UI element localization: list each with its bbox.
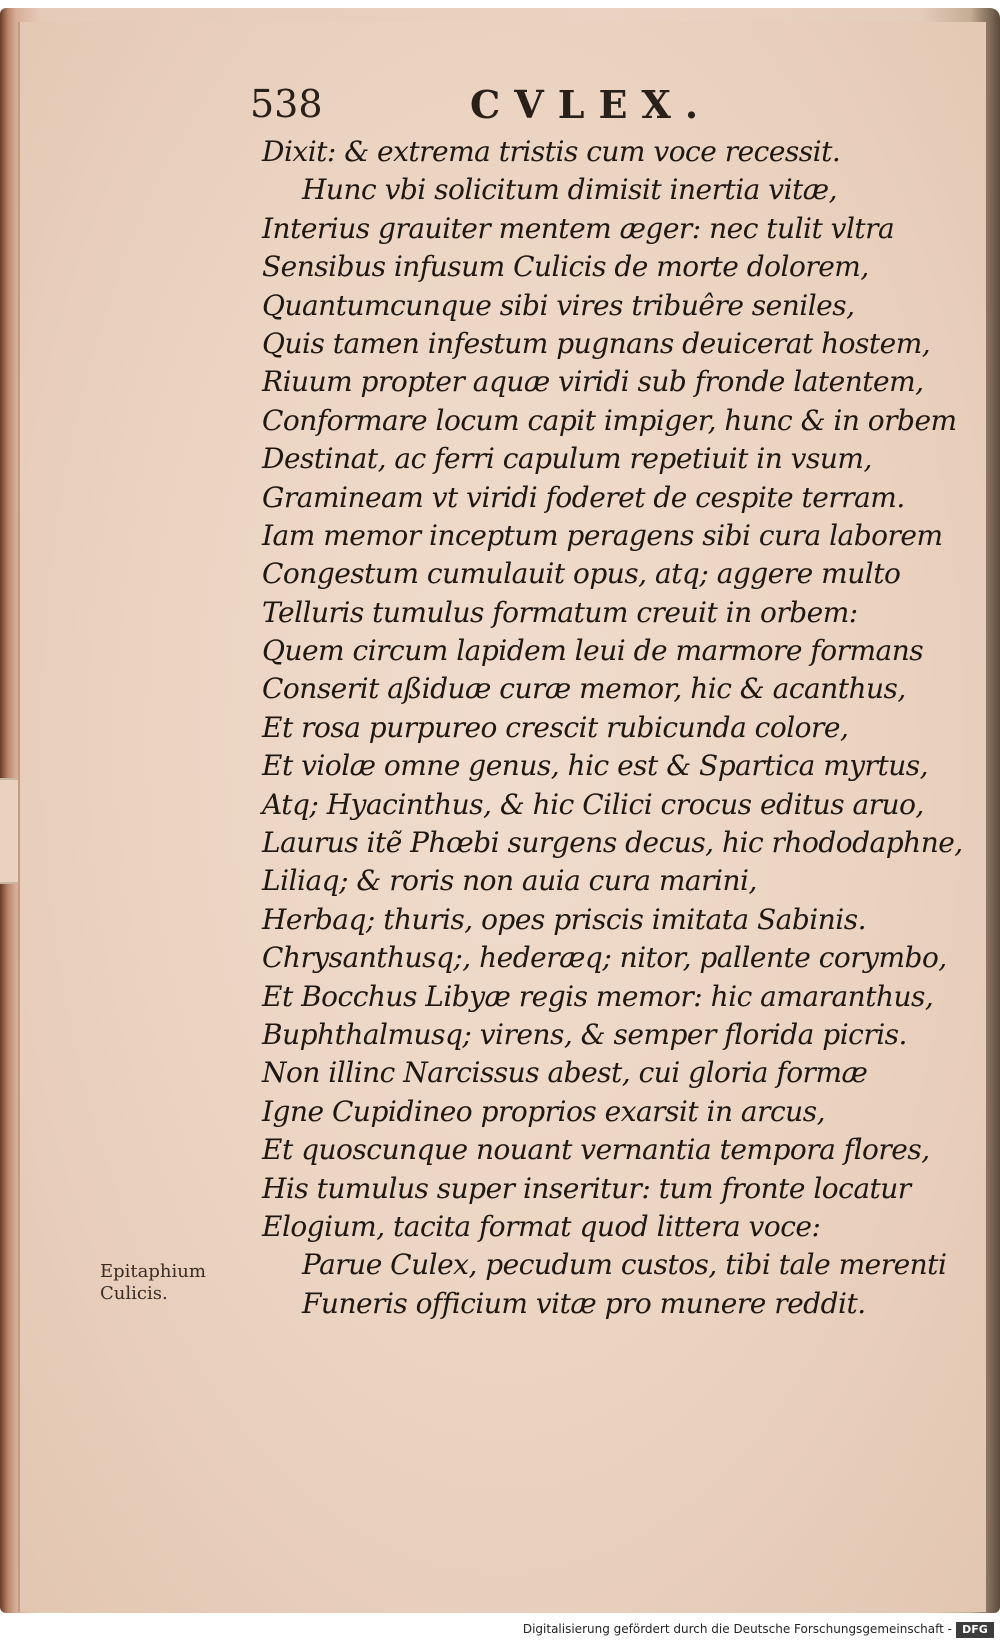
verse-line: Quem circum lapidem leui de marmore formans (262, 634, 924, 668)
verse-line: Hunc vbi solicitum dimisit inertia vitæ, (302, 173, 838, 207)
verse-line: Buphthalmusq; virens, & semper florida picris. (262, 1017, 907, 1051)
verse-line: Chrysanthusq;, hederæq; nitor, pallente corymbo, (262, 941, 947, 975)
verse-line: Et quoscunque nouant vernantia tempora flores, (262, 1133, 930, 1167)
verse-line: Conserit aßiduæ curæ memor, hic & acanthus, (262, 672, 906, 706)
verse-line: Gramineam vt viridi foderet de cespite terram. (262, 480, 905, 514)
page-number: 538 (250, 82, 323, 126)
verse-line: Interius grauiter mentem æger: nec tulit vltra (262, 211, 895, 245)
verse-line: Elogium, tacita format quod littera voce: (262, 1209, 821, 1243)
verse-line: His tumulus super inseritur: tum fronte locatur (262, 1171, 911, 1205)
verse-line: Riuum propter aquæ viridi sub fronde latentem, (262, 365, 924, 399)
verse-line: Liliaq; & roris non auia cura marini, (262, 864, 757, 898)
margin-note (100, 1261, 250, 1305)
verse-line: Igne Cupidineo proprios exarsit in arcus, (262, 1094, 825, 1128)
verse-line: Et Bocchus Libyæ regis memor: hic amaranthus, (262, 979, 934, 1013)
verse-line: Herbaq; thuris, opes priscis imitata Sabinis. (262, 902, 866, 936)
verse-line: Et rosa purpureo crescit rubicunda colore, (262, 710, 849, 744)
verse-line: Et violæ omne genus, hic est & Spartica myrtus, (262, 749, 928, 783)
verse-line: Quis tamen infestum pugnans deuicerat hostem, (262, 326, 931, 360)
verse-line: Iam memor inceptum peragens sibi cura laborem (262, 518, 943, 552)
dfg-logo: DFG (956, 1622, 994, 1638)
verse-line: Conformare locum capit impiger, hunc & in orbem (262, 403, 957, 437)
margin-note-line-1: Epitaphium (100, 1261, 206, 1282)
verse-block (262, 133, 962, 1323)
verse-line: Funeris officium vitæ pro munere reddit. (302, 1286, 866, 1320)
verse-line: Congestum cumulauit opus, atq; aggere multo (262, 557, 901, 591)
verse-line: Quantumcunque sibi vires tribuêre seniles, (262, 288, 855, 322)
verse-line: Atq; Hyacinthus, & hic Cilici crocus editus aruo, (262, 787, 924, 821)
verse-line: Parue Culex, pecudum custos, tibi tale merenti (302, 1248, 947, 1282)
page-title: CVLEX. (470, 82, 713, 127)
footer-credit: Digitalisierung gefördert durch die Deutsche Forschungsgemeinschaft - (522, 1622, 952, 1636)
footer-bar (0, 1620, 1000, 1646)
verse-line: Laurus itẽ Phœbi surgens decus, hic rhododaphne, (262, 826, 963, 860)
verse-line: Non illinc Narcissus abest, cui gloria formæ (262, 1056, 868, 1090)
verse-line: Destinat, ac ferri capulum repetiuit in vsum, (262, 442, 872, 476)
verse-line: Dixit: & extrema tristis cum voce recessit. (262, 135, 841, 168)
verse-line: Sensibus infusum Culicis de morte dolorem, (262, 250, 869, 284)
verse-line: Telluris tumulus formatum creuit in orbem: (262, 595, 858, 629)
running-head (250, 82, 950, 132)
margin-note-line-2: Culicis. (100, 1283, 168, 1304)
